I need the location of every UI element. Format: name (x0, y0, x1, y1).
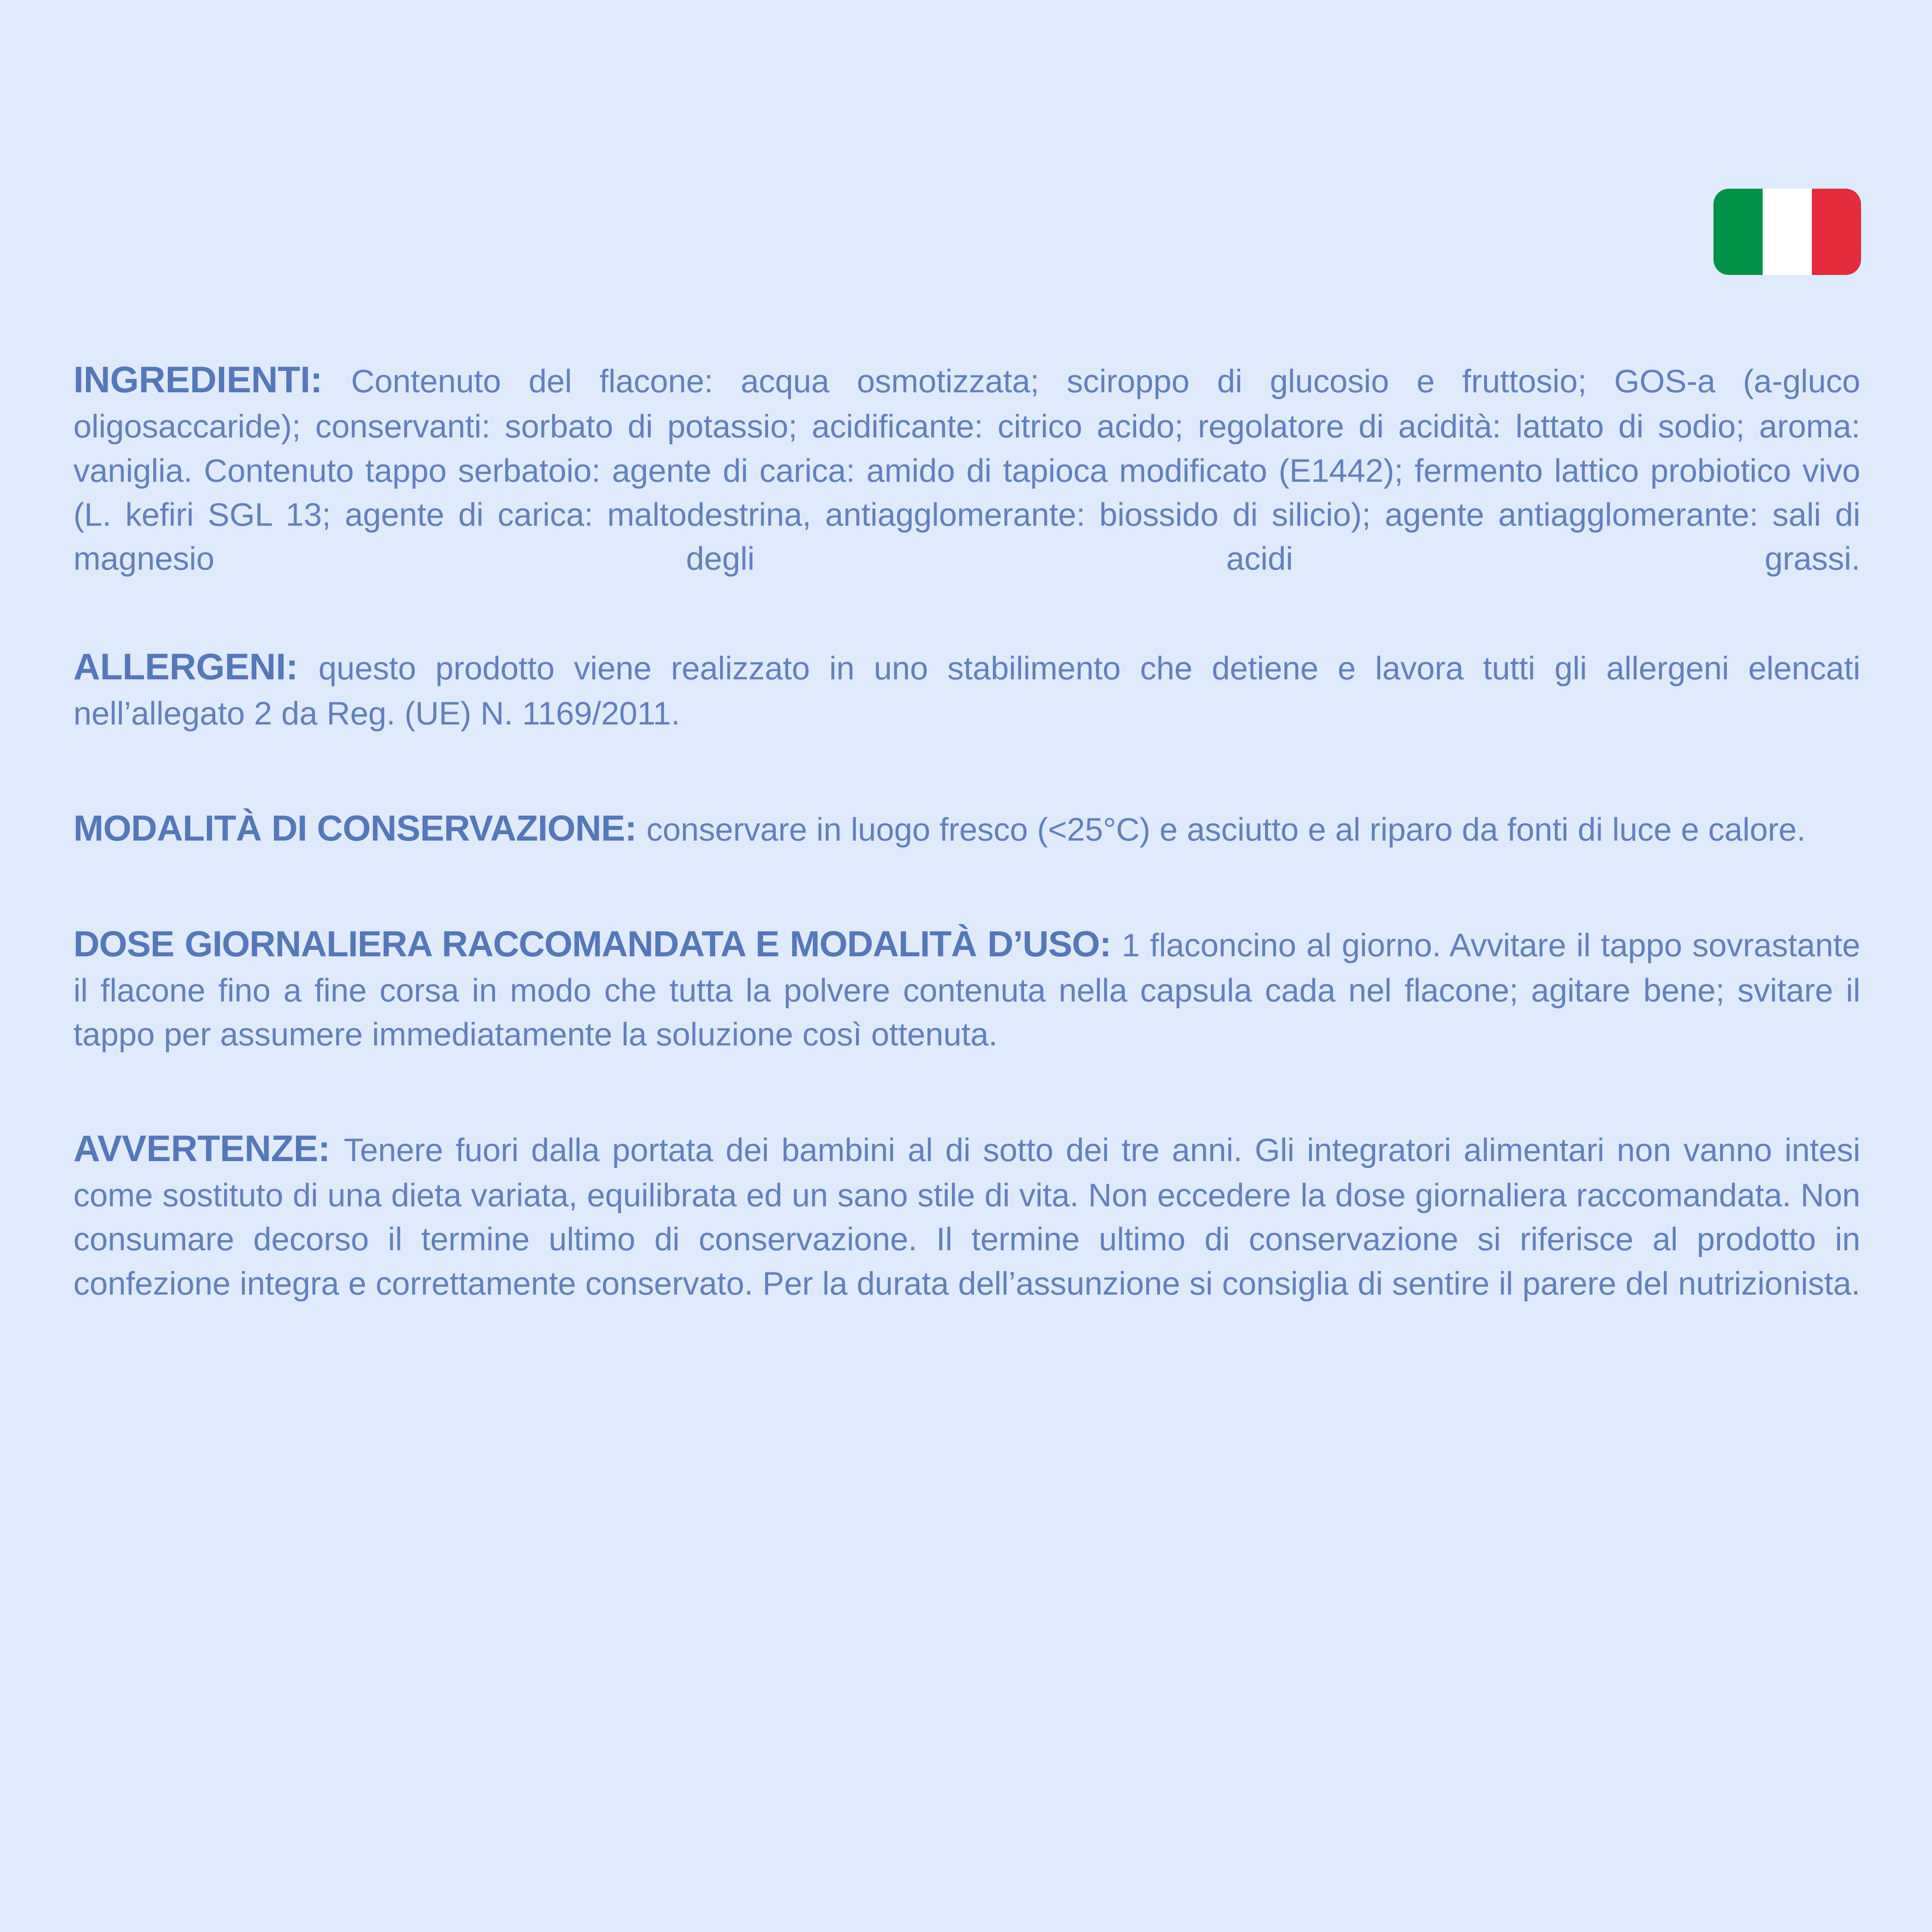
section-dose-giornaliera-paragraph (73, 920, 1860, 1057)
section-ingredienti-heading: INGREDIENTI: (73, 359, 351, 400)
section-ingredienti (73, 355, 1860, 581)
section-allergeni-body: questo prodotto viene realizzato in uno stabilimento che detiene e lavora tutti gli allergeni elencati nell’allegato 2 da Reg. (UE) N. 1169/2011. (73, 650, 1860, 732)
italy-flag-svg (1713, 189, 1861, 275)
section-allergeni (73, 642, 1860, 736)
section-dose-giornaliera-body: 1 flaconcino al giorno. Avvitare il tappo sovrastante il flacone fino a fine corsa in modo che tutta la polvere contenuta nella capsula cada nel flacone; agitare bene; svitare il tappo per assumere immediatamente la soluzione così ottenuta. (73, 927, 1860, 1053)
flag-stripe-white (1763, 189, 1812, 275)
section-conservazione (73, 804, 1860, 854)
section-dose-giornaliera (73, 920, 1860, 1057)
label-content (73, 355, 1860, 1306)
section-ingredienti-body: Contenuto del flacone: acqua osmotizzata; sciroppo di glucosio e fruttosio; GOS-a (a-gluco oligosaccaride); conservanti: sorbato di potassio; acidificante: citrico acido; regolatore di acidità: lattato di sodio; aroma: vaniglia. Contenuto tappo serbatoio: agente di carica: amido di tapioca modificato (E1442); fermento lattico probiotico vivo (L. kefiri SGL 13; agente di carica: maltodestrina, antiagglomerante: biossido di silicio); agente antiagglomerante: sali di magnesio degli acidi grassi. (73, 363, 1860, 577)
section-avvertenze-paragraph (73, 1124, 1860, 1306)
section-avvertenze-heading: AVVERTENZE: (73, 1128, 344, 1169)
section-allergeni-heading: ALLERGENI: (73, 646, 319, 687)
section-allergeni-paragraph (73, 642, 1860, 736)
section-conservazione-paragraph (73, 804, 1860, 854)
italy-flag (1713, 189, 1861, 275)
section-avvertenze-body: Tenere fuori dalla portata dei bambini al di sotto dei tre anni. Gli integratori alimentari non vanno intesi come sostituto di una dieta variata, equilibrata ed un sano stile di vita. Non eccedere la dose giornaliera raccomandata. Non consumare decorso il termine ultimo di conservazione. Il termine ultimo di conservazione si riferisce al prodotto in confezione integra e correttamente conservato. Per la durata dell’assunzione si consiglia di sentire il parere del nutrizionista. (73, 1132, 1860, 1302)
section-conservazione-body: conservare in luogo fresco (<25°C) e asciutto e al riparo da fonti di luce e calore. (646, 812, 1806, 848)
section-avvertenze (73, 1124, 1860, 1306)
flag-stripe-green (1713, 189, 1763, 275)
section-conservazione-heading: MODALITÀ DI CONSERVAZIONE: (73, 808, 647, 849)
flag-stripe-red (1812, 189, 1861, 275)
section-ingredienti-paragraph (73, 355, 1860, 581)
section-dose-giornaliera-heading: DOSE GIORNALIERA RACCOMANDATA E MODALITÀ D’USO: (73, 924, 1122, 964)
